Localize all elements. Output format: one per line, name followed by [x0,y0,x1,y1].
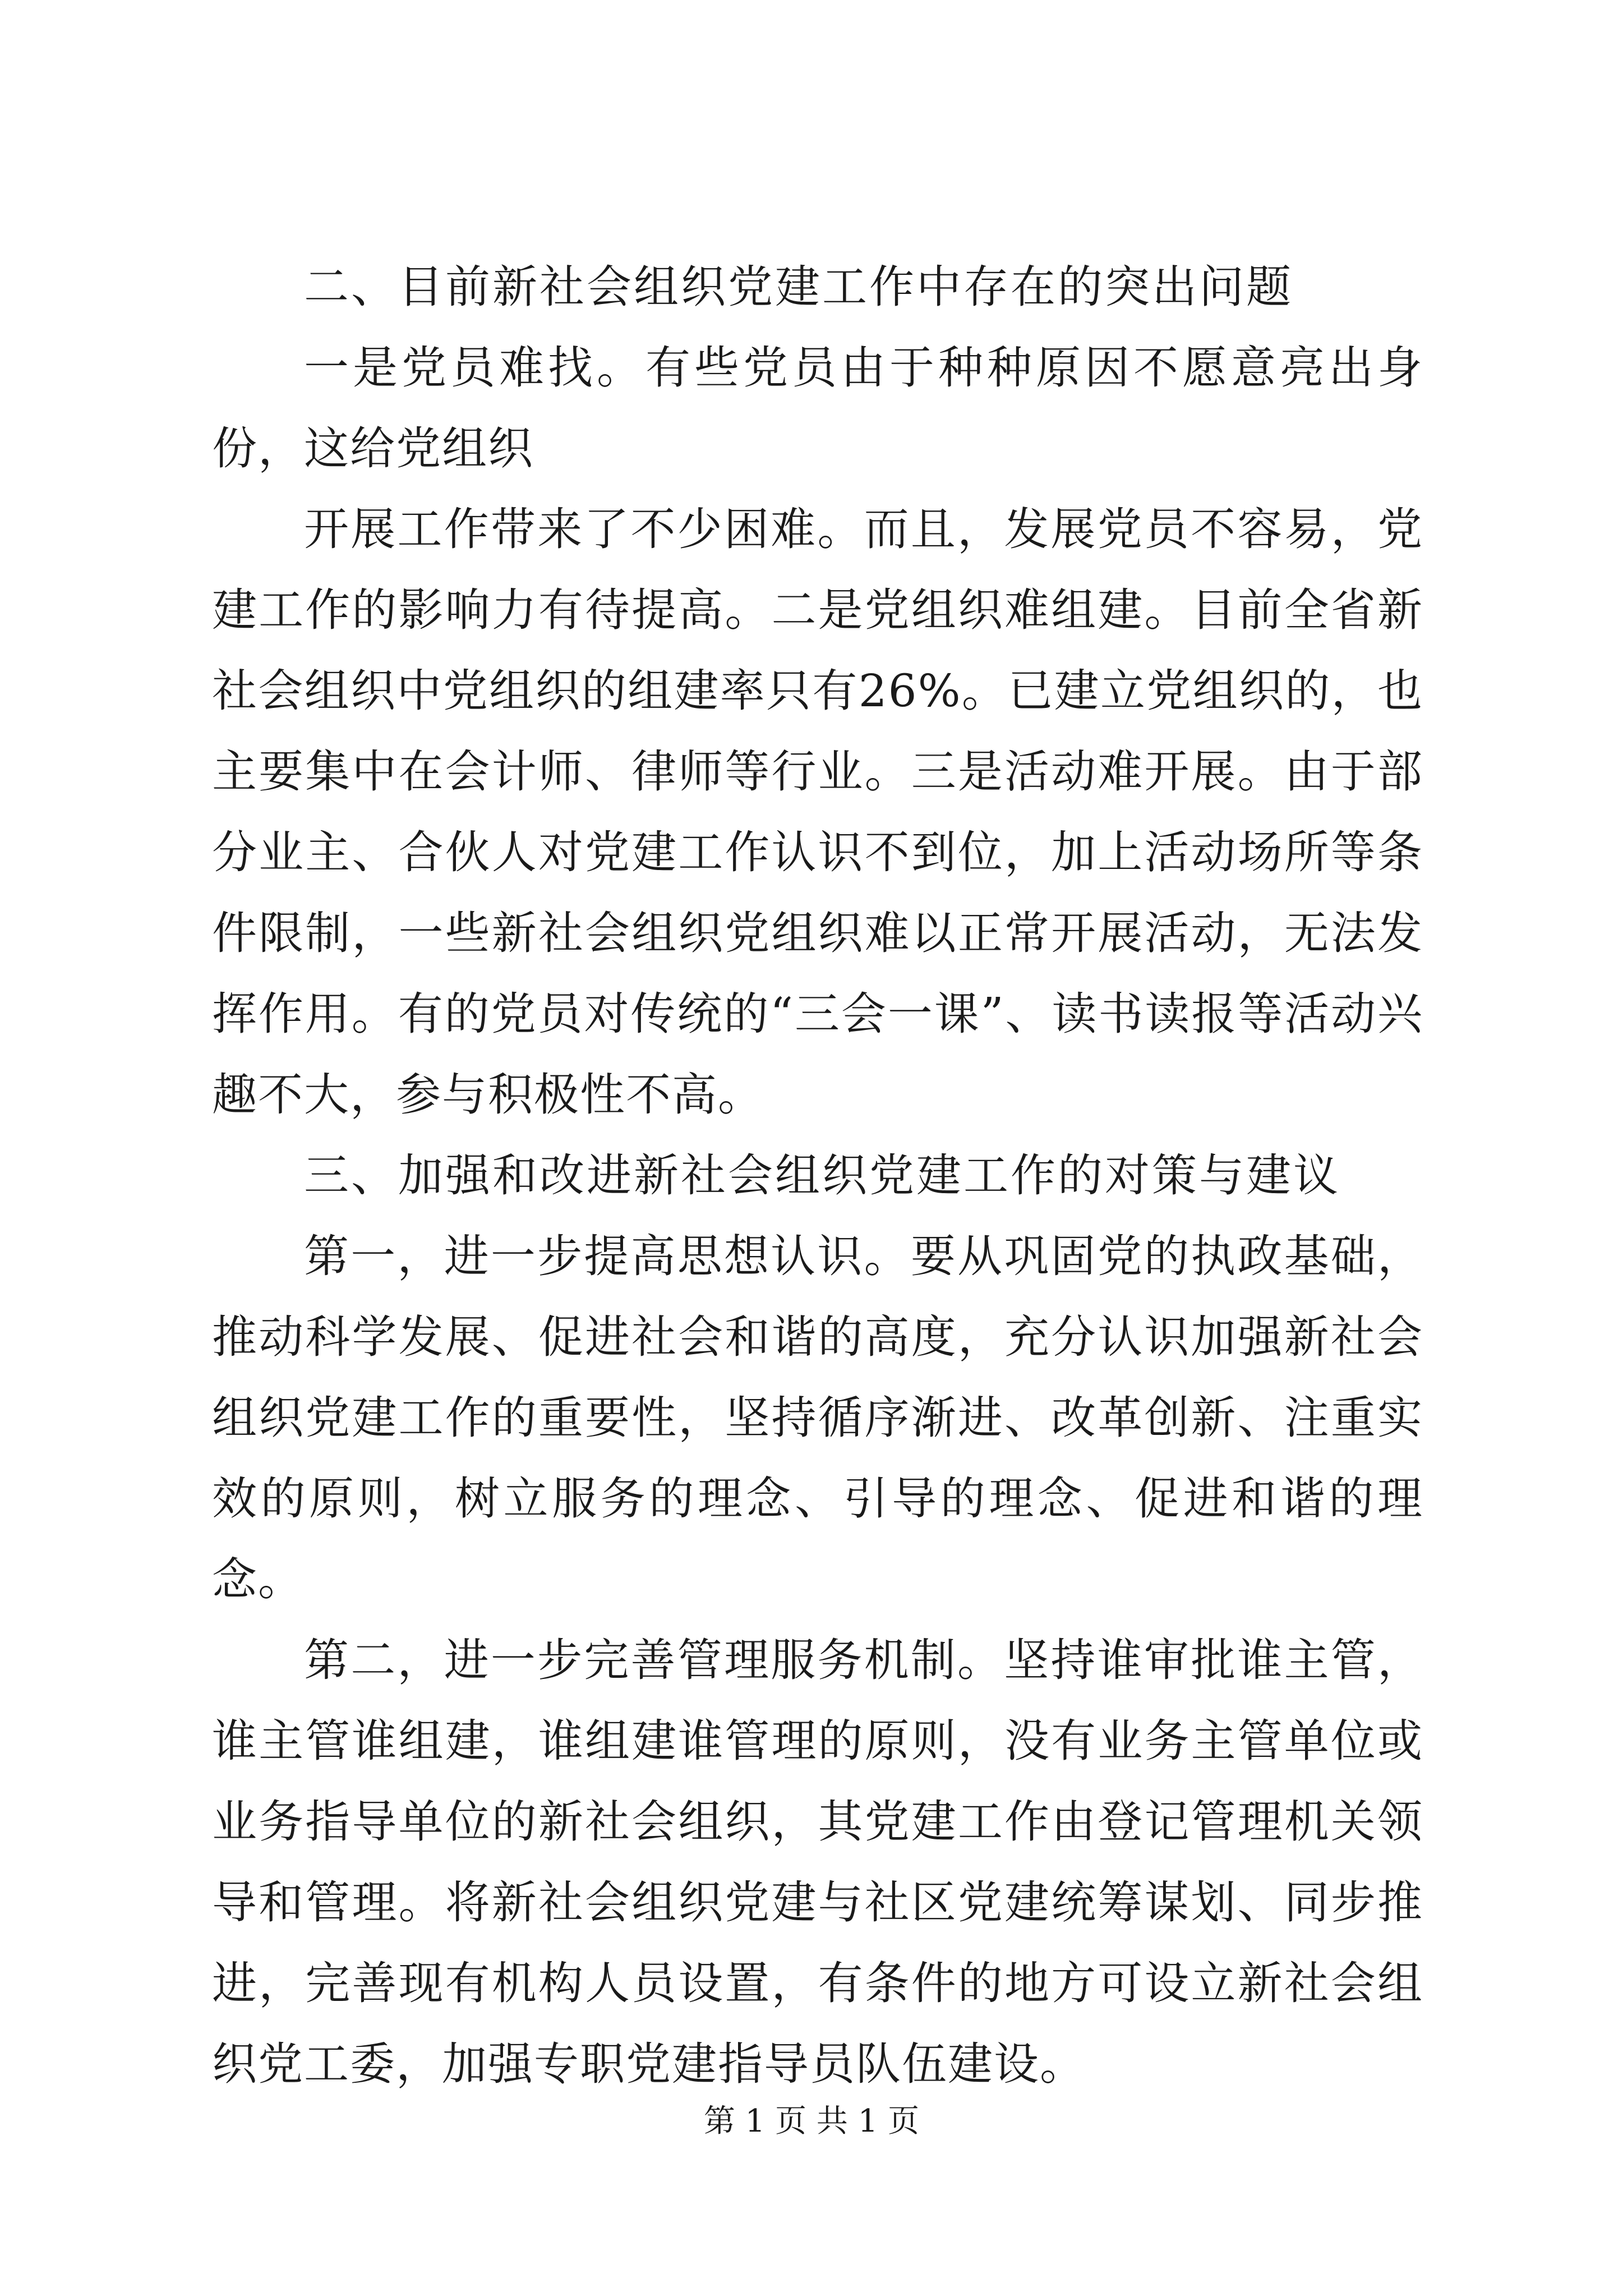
document-body [212,247,1423,2105]
paragraph-second-suggestion: 第二，进一步完善管理服务机制。坚持谁审批谁主管，谁主管谁组建，谁组建谁管理的原则，没有业务主管单位或业务指导单位的新社会组织，其党建工作由登记管理机关领导和管理。将新社会组织党建与社区党建统筹谋划、同步推进，完善现有机构人员设置，有条件的地方可设立新社会组织党工委，加强专职党建指导员队伍建设。 [212,1634,1423,2090]
paragraph-problems-detail: 开展工作带来了不少困难。而且，发展党员不容易，党建工作的影响力有待提高。二是党组织难组建。目前全省新社会组织中党组织的组建率只有26%。已建立党组织的，也主要集中在会计师、律师等行业。三是活动难开展。由于部分业主、合伙人对党建工作认识不到位，加上活动场所等条件限制，一些新社会组织党组织难以正常开展活动，无法发挥作用。有的党员对传统的“三会一课”、读书读报等活动兴趣不大，参与积极性不高。 [212,503,1423,1121]
page-number-footer: 第 1 页 共 1 页 [703,2103,920,2139]
paragraph-party-members: 一是党员难找。有些党员由于种种原因不愿意亮出身份，这给党组织 [212,342,1423,475]
paragraph-first-suggestion: 第一，进一步提高思想认识。要从巩固党的执政基础，推动科学发展、促进社会和谐的高度，充分认识加强新社会组织党建工作的重要性，坚持循序渐进、改革创新、注重实效的原则，树立服务的理念、引导的理念、促进和谐的理念。 [212,1230,1423,1605]
section-heading-suggestions: 三、加强和改进新社会组织党建工作的对策与建议 [304,1149,1340,1202]
section-heading-problems: 二、目前新社会组织党建工作中存在的突出问题 [304,261,1293,313]
